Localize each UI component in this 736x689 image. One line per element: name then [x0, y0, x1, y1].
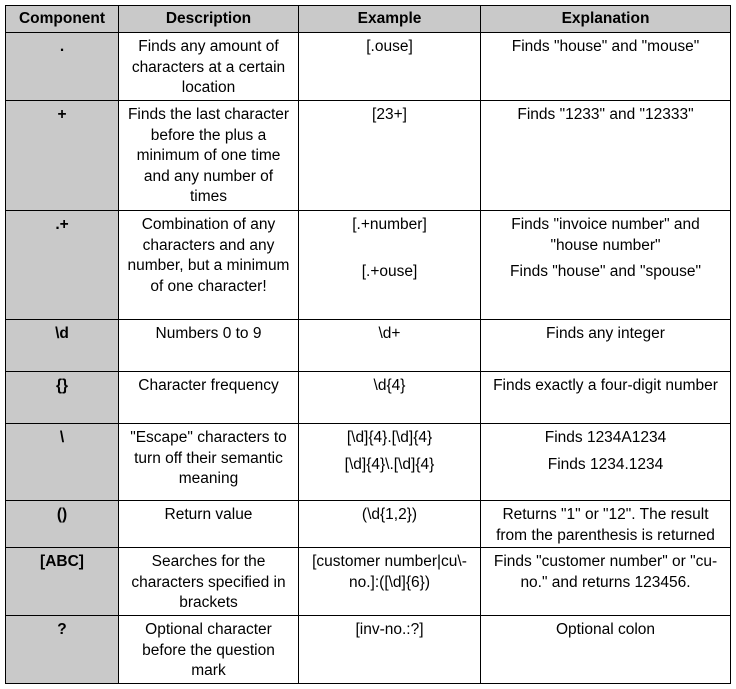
component-cell: \d — [6, 320, 119, 372]
explanation-cell — [481, 33, 731, 101]
example-cell — [299, 372, 481, 424]
table-row — [6, 101, 731, 211]
example-cell — [299, 501, 481, 548]
explanation-text: Finds "house" and "spouse" — [510, 263, 701, 280]
example-text: [.+ouse] — [361, 262, 418, 280]
table-row — [6, 372, 731, 424]
table-row — [6, 211, 731, 320]
explanation-text: Finds 1234.1234 — [547, 455, 664, 473]
description-cell: Combination of any characters and any number, but a minimum of one character! — [119, 211, 299, 320]
example-cell — [299, 101, 481, 211]
component-cell: {} — [6, 372, 119, 424]
explanation-cell — [481, 548, 731, 616]
example-text: [23+] — [372, 106, 407, 123]
example-cell — [299, 320, 481, 372]
example-text: [customer number|cu\-no.]:([\d]{6}) — [312, 553, 467, 591]
component-cell: . — [6, 33, 119, 101]
table-row — [6, 33, 731, 101]
header-example: Example — [299, 6, 481, 33]
example-cell — [299, 33, 481, 101]
explanation-text: Returns "1" or "12". The result from the parenthesis is returned — [496, 506, 715, 544]
component-cell: .+ — [6, 211, 119, 320]
explanation-cell — [481, 616, 731, 684]
example-cell — [299, 616, 481, 684]
example-text: \d+ — [378, 325, 401, 342]
example-cell — [299, 211, 481, 320]
regex-components-table — [5, 5, 731, 684]
component-cell: () — [6, 501, 119, 548]
table-row — [6, 616, 731, 684]
example-cell — [299, 424, 481, 501]
example-text: [.+number] — [352, 216, 427, 233]
explanation-cell — [481, 211, 731, 320]
table-row — [6, 320, 731, 372]
explanation-cell — [481, 372, 731, 424]
description-cell: Character frequency — [119, 372, 299, 424]
description-cell: "Escape" characters to turn off their semantic meaning — [119, 424, 299, 501]
description-cell: Searches for the characters specified in brackets — [119, 548, 299, 616]
table-row — [6, 501, 731, 548]
example-text: \d{4} — [373, 377, 406, 394]
table-header-row — [6, 6, 731, 33]
description-cell: Finds any amount of characters at a certain location — [119, 33, 299, 101]
description-cell: Finds the last character before the plus a minimum of one time and any number of times — [119, 101, 299, 211]
explanation-text: Finds "customer number" or "cu-no." and returns 123456. — [493, 553, 718, 591]
example-cell — [299, 548, 481, 616]
component-cell: \ — [6, 424, 119, 501]
description-cell: Numbers 0 to 9 — [119, 320, 299, 372]
explanation-text: Optional colon — [555, 621, 656, 638]
explanation-cell — [481, 101, 731, 211]
explanation-text: Finds exactly a four-digit number — [493, 377, 718, 394]
explanation-text: Finds "invoice number" and "house number" — [511, 216, 700, 254]
header-explanation: Explanation — [481, 6, 731, 33]
component-cell: ? — [6, 616, 119, 684]
table-row — [6, 424, 731, 501]
description-cell: Return value — [119, 501, 299, 548]
table-row — [6, 548, 731, 616]
explanation-text: Finds any integer — [546, 325, 665, 342]
explanation-cell — [481, 501, 731, 548]
explanation-text: Finds 1234A1234 — [544, 429, 667, 446]
component-cell: + — [6, 101, 119, 211]
header-description: Description — [119, 6, 299, 33]
component-cell: [ABC] — [6, 548, 119, 616]
explanation-text: Finds "1233" and "12333" — [517, 106, 694, 123]
example-text: [\d]{4}.[\d]{4} — [346, 429, 433, 446]
explanation-text: Finds "house" and "mouse" — [511, 38, 700, 55]
explanation-cell — [481, 320, 731, 372]
example-text: [\d]{4}\.[\d]{4} — [344, 455, 435, 473]
example-text: (\d{1,2}) — [361, 506, 418, 523]
example-text: [inv-no.:?] — [355, 621, 424, 638]
header-component: Component — [6, 6, 119, 33]
example-text: [.ouse] — [366, 38, 413, 55]
explanation-cell — [481, 424, 731, 501]
description-cell: Optional character before the question mark — [119, 616, 299, 684]
